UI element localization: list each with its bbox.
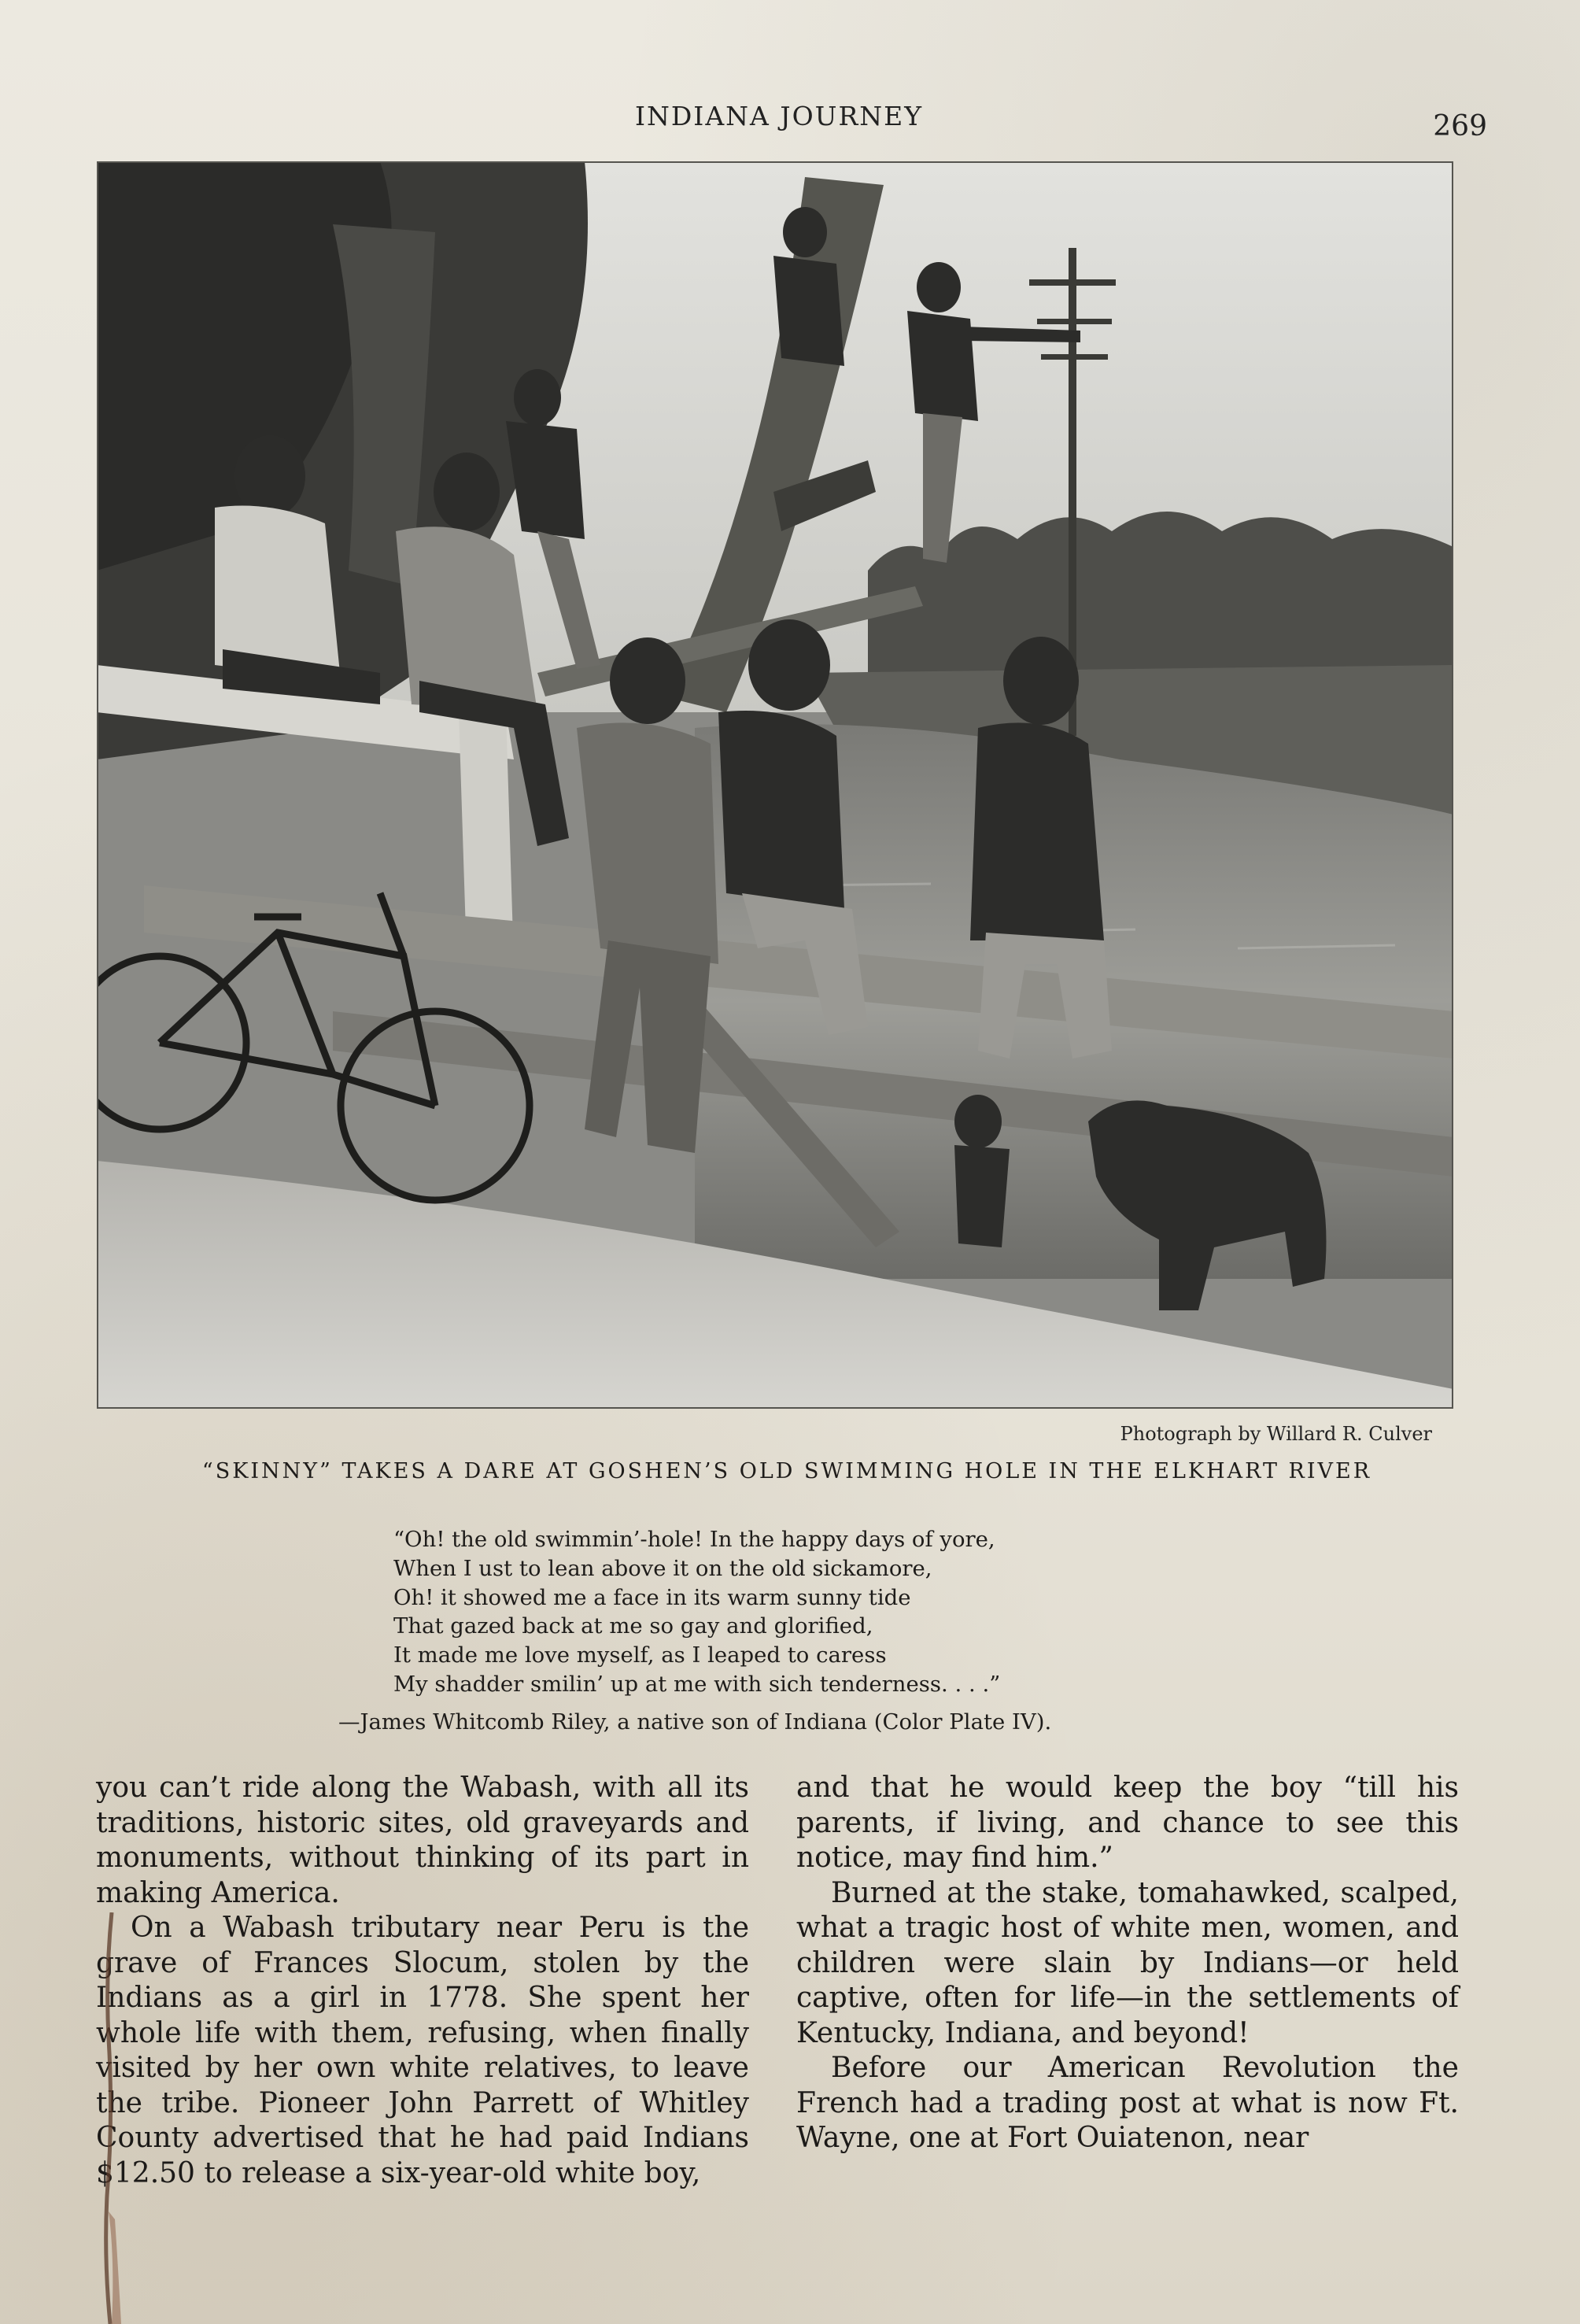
page-number: 269 [1433,110,1487,142]
poem-attribution: —James Whitcomb Riley, a native son of Indiana (Color Plate IV). [338,1709,1052,1735]
poem-line: When I ust to lean above it on the old sickamore, [393,1555,932,1581]
running-head: INDIANA JOURNEY [634,101,924,131]
photograph-illustration [97,161,1453,1409]
poem-line: Oh! it showed me a face in its warm sunny tide [393,1584,911,1610]
poem-quote [393,1525,1227,1699]
photo-caption: “SKINNY” TAKES A DARE AT GOSHEN’S OLD SWIMMING HOLE IN THE ELKHART RIVER [201,1459,1372,1483]
paragraph: you can’t ride along the Wabash, with all its traditions, historic sites, old graveyards and monuments, without thinking of its part in making America. [96,1772,749,1909]
poem-line: “Oh! the old swimmin’-hole! In the happy days of yore, [393,1527,995,1552]
poem-line: My shadder smilin’ up at me with sich tenderness. . . .” [393,1671,1001,1697]
paragraph: On a Wabash tributary near Peru is the grave of Frances Slocum, stolen by the Indians as a girl in 1778. She spent her whole life with them, refusing, when finally visited by her own white relatives, to leave the tribe. Pioneer John Parrett of Whitley County advertised that he had paid Indians $12.50 to release a six-year-old white boy, [96,1912,749,2189]
poem-line: It made me love myself, as I leaped to caress [393,1642,887,1668]
photo-credit: Photograph by Willard R. Culver [1120,1423,1432,1445]
poem-line: That gazed back at me so gay and glorified, [393,1613,873,1639]
body-column-left [96,1771,749,2191]
swimming-hole-photograph [97,161,1453,1409]
body-column-right [796,1771,1459,2156]
paragraph: Burned at the stake, tomahawked, scalped, what a tragic host of white men, women, and children were slain by Indians—or held captive, often for life—in the settlements of Kentucky, Indiana, and beyond! [796,1876,1459,2049]
paragraph: and that he would keep the boy “till his parents, if living, and chance to see this notice, may find him.” [796,1772,1459,1874]
paragraph: Before our American Revolution the French had a trading post at what is now Ft. Wayne, one at Fort Ouiatenon, near [796,2052,1459,2154]
